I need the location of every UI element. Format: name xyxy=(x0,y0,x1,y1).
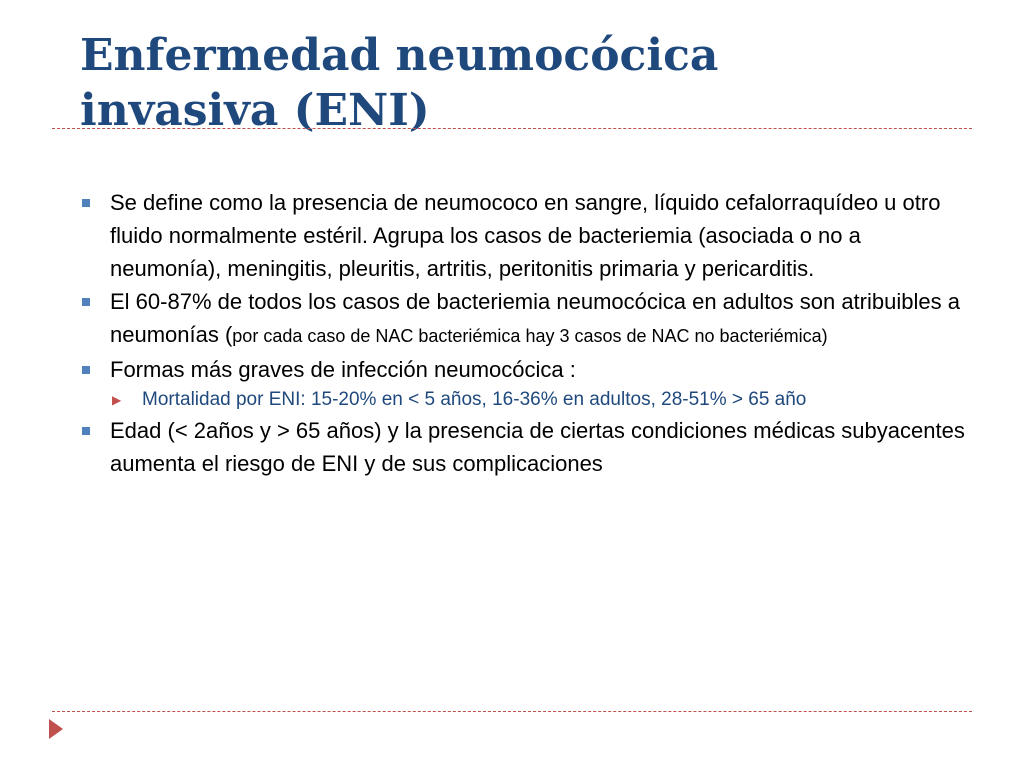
sub-bullet-mortality xyxy=(78,386,968,414)
slide-content xyxy=(78,186,968,480)
bullet-bacteremia-note: por cada caso de NAC bacteriémica hay 3 casos de NAC no bacteriémica) xyxy=(232,326,828,346)
triangle-bullet-icon: ▶ xyxy=(112,393,122,407)
title-divider xyxy=(52,128,972,129)
slide-title xyxy=(80,28,960,138)
square-bullet-icon xyxy=(82,427,90,435)
bullet-bacteremia xyxy=(78,285,968,353)
bullet-age-risk xyxy=(78,414,968,480)
bullet-definition xyxy=(78,186,968,285)
next-slide-arrow-icon[interactable] xyxy=(49,719,63,739)
sub-bullet-mortality-text: Mortalidad por ENI: 15-20% en < 5 años, 16-36% en adultos, 28-51% > 65 año xyxy=(142,389,807,410)
bullet-age-risk-text: Edad (< 2años y > 65 años) y la presencia de ciertas condiciones médicas subyacentes aumenta el riesgo de ENI y de sus complicaciones xyxy=(110,418,965,476)
title-line-1: Enfermedad neumocócica xyxy=(80,30,719,81)
bullet-severe-forms-text: Formas más graves de infección neumocócica : xyxy=(110,357,576,382)
square-bullet-icon xyxy=(82,298,90,306)
bullet-bacteremia-text: El 60-87% de todos los casos de bacteriemia neumocócica en adultos son atribuibles a neumonías ( xyxy=(110,289,960,347)
square-bullet-icon xyxy=(82,199,90,207)
square-bullet-icon xyxy=(82,366,90,374)
bullet-definition-text: Se define como la presencia de neumococo en sangre, líquido cefalorraquídeo u otro fluido normalmente estéril. Agrupa los casos de bacteriemia (asociada o no a neumonía), meningitis, pleuritis, artritis, peritonitis primaria y pericarditis. xyxy=(110,190,941,281)
footer-divider xyxy=(52,711,972,712)
title-line-2: invasiva (ENI) xyxy=(80,85,430,136)
bullet-severe-forms xyxy=(78,353,968,386)
